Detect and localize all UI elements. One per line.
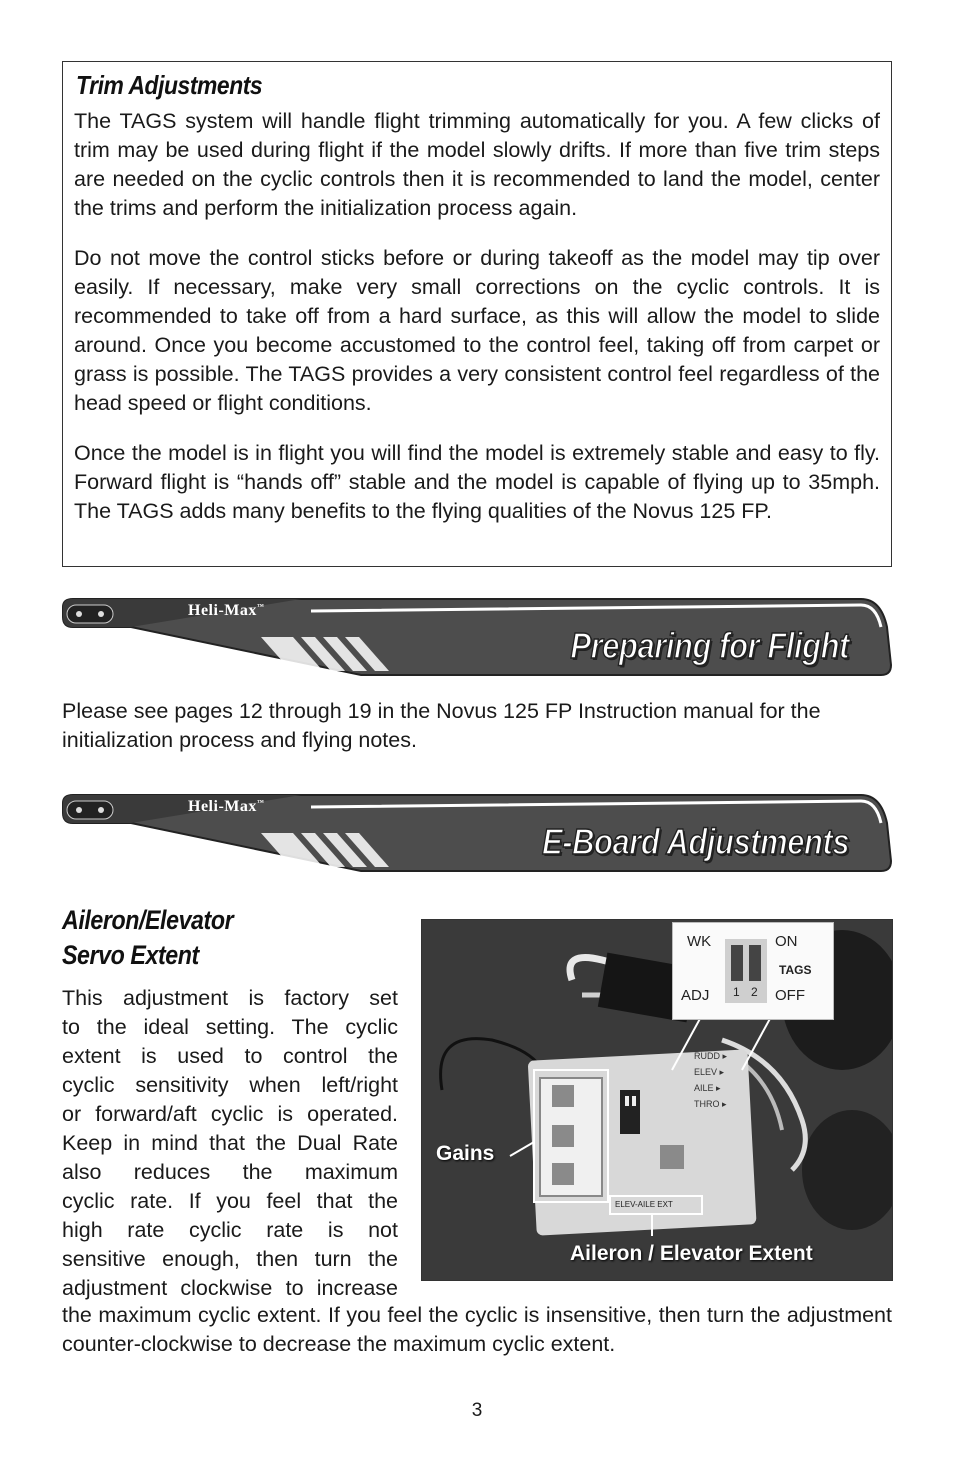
inset-label-tags: TAGS	[779, 963, 812, 977]
aileron-elevator-continuation-text: the maximum cyclic extent. If you feel the cyclic is insensitive, then turn the adjustment counter-clockwise to decrease the maximum cyclic extent.	[62, 1303, 892, 1356]
heli-max-logo: Heli-Max™	[188, 602, 265, 619]
trim-adjustments-box	[62, 61, 892, 567]
section-title-preparing-for-flight: Preparing for Flight	[570, 625, 849, 666]
column-line: sensitive enough, then turn the	[62, 1247, 398, 1271]
preparing-for-flight-text: Please see pages 12 through 19 in the Novus 125 FP Instruction manual for the initialization process and flying notes.	[62, 699, 821, 752]
trim-paragraph-2: Do not move the control sticks before or during takeoff as the model may tip over easily. If necessary, make very small corrections on the cyclic controls. It is recommended to take off from a hard surface, as this will allow the model to slide around. Once you become accustomed to the control feel, taking off from carpet or grass is possible. The TAGS provides a very consistent control feel regardless of the head speed or flight conditions.	[74, 246, 880, 415]
board-label-thro: THRO ▸	[694, 1099, 727, 1109]
column-line: Keep in mind that the Dual Rate	[62, 1131, 398, 1155]
column-line: This adjustment is factory set	[62, 986, 398, 1010]
aileron-elevator-heading: Aileron/Elevator Servo Extent	[62, 905, 234, 970]
inset-label-on: ON	[775, 933, 798, 950]
heli-max-logo: Heli-Max™	[188, 798, 265, 815]
inset-label-off: OFF	[775, 987, 805, 1004]
board-label-aile: AILE ▸	[694, 1083, 721, 1093]
board-label-rudd: RUDD ▸	[694, 1051, 728, 1061]
dip-switch-label-1: 1	[733, 985, 740, 999]
column-line: adjustment clockwise to increase	[62, 1276, 398, 1300]
aileron-elevator-column-text	[62, 984, 398, 1303]
column-line: cyclic rate. If you feel that the	[62, 1189, 398, 1213]
board-label-elev-aile-ext: ELEV-AILE EXT	[615, 1200, 673, 1209]
e-board-adjustments-banner	[61, 793, 893, 873]
column-line: or forward/aft cyclic is operated.	[62, 1102, 398, 1126]
trim-adjustments-heading: Trim Adjustments	[76, 70, 263, 100]
board-label-elev: ELEV ▸	[694, 1067, 725, 1077]
trim-paragraph-1: The TAGS system will handle flight trimming automatically for you. A few clicks of trim may be used during flight if the model slowly drifts. If more than five trim steps are needed on the cyclic controls then it is recommended to land the model, center the trims and perform the initialization process again.	[74, 109, 880, 220]
dip-switch-label-2: 2	[751, 985, 758, 999]
column-line: cyclic sensitivity when left/right	[62, 1073, 398, 1097]
dip-switch-inset	[672, 922, 834, 1020]
column-line: high rate cyclic rate is not	[62, 1218, 398, 1242]
column-line: extent is used to control the	[62, 1044, 398, 1068]
inset-label-wk: WK	[687, 933, 712, 950]
inset-label-adj: ADJ	[681, 987, 710, 1004]
column-line: to the ideal setting. The cyclic	[62, 1015, 398, 1039]
section-title-e-board-adjustments: E-Board Adjustments	[541, 821, 849, 862]
page-number: 3	[471, 1400, 483, 1421]
e-board-photo	[421, 919, 893, 1281]
dip-switch	[725, 939, 767, 1003]
photo-label-aileron-elevator-extent: Aileron / Elevator Extent	[570, 1242, 813, 1265]
column-line: also reduces the maximum	[62, 1160, 398, 1184]
photo-label-gains: Gains	[436, 1142, 495, 1165]
preparing-for-flight-banner	[61, 597, 893, 677]
trim-paragraph-3: Once the model is in flight you will find the model is extremely stable and easy to fly. Forward flight is “hands off” stable and the model is capable of flying up to 35mph. The TAGS adds many benefits to the flying qualities of the Novus 125 FP.	[74, 441, 880, 523]
